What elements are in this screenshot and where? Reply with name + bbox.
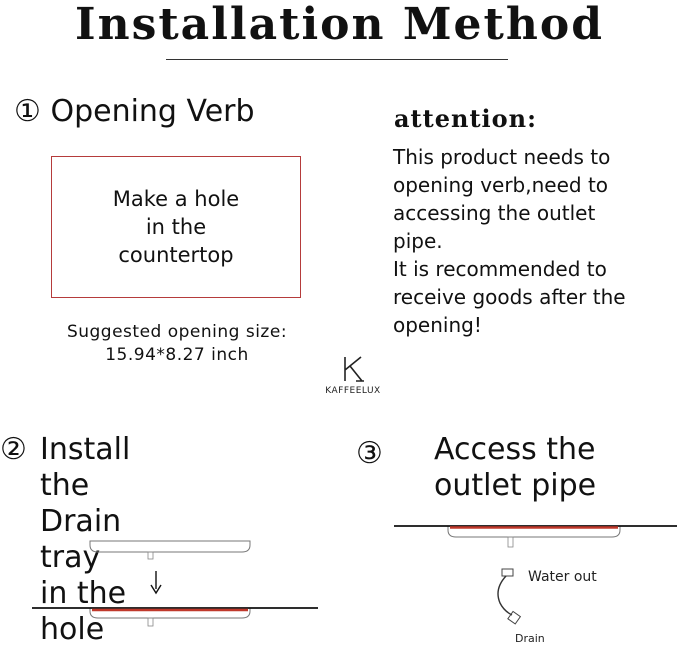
outlet-pipe-icon: [498, 569, 520, 624]
tray-installed-icon: [394, 526, 677, 547]
brand-logo: [316, 356, 390, 396]
step2-number: ②: [0, 432, 27, 467]
page-title: Installation Method: [75, 0, 604, 50]
k-logo-icon: [339, 356, 367, 382]
step1-title: Opening Verb: [50, 94, 255, 129]
step2-diagram: [0, 525, 340, 640]
step3-number: ③: [356, 436, 383, 471]
attention-line: opening!: [393, 313, 482, 337]
hole-instruction-box: [51, 156, 301, 298]
step3-diagram: [390, 515, 679, 645]
attention-line: opening verb,need to: [393, 173, 609, 197]
attention-line: receive goods after the: [393, 285, 626, 309]
drain-label: Drain: [515, 632, 545, 645]
hole-box-line: countertop: [118, 243, 234, 267]
hole-box-line: in the: [145, 215, 207, 239]
title-underline: [166, 59, 508, 60]
step3-title-line: Access the: [434, 432, 596, 467]
attention-line: This product needs to: [393, 145, 611, 169]
attention-line: pipe.: [393, 229, 443, 253]
tray-installed-icon: [32, 608, 318, 626]
opening-size-value: 15.94*8.27 inch: [105, 345, 249, 365]
step3-title-line: outlet pipe: [434, 468, 597, 503]
attention-text: [393, 143, 679, 339]
attention-line: accessing the outlet: [393, 201, 596, 225]
step3-heading: [434, 432, 596, 504]
step2-title-line: Install the Drain: [40, 432, 131, 539]
hole-box-line: Make a hole: [112, 187, 240, 211]
step1-number: ①: [14, 94, 41, 129]
water-out-label: Water out: [528, 569, 597, 585]
down-arrow-icon: [151, 571, 161, 593]
brand-logo-text: KAFFEELUX: [325, 386, 381, 396]
tray-above-icon: [90, 541, 250, 559]
step1-heading: [14, 94, 255, 130]
opening-size-label: Suggested opening size:: [66, 322, 288, 342]
attention-heading: attention:: [394, 104, 537, 133]
attention-line: It is recommended to: [393, 257, 607, 281]
step2-title-line: tray in the hole: [40, 540, 127, 647]
